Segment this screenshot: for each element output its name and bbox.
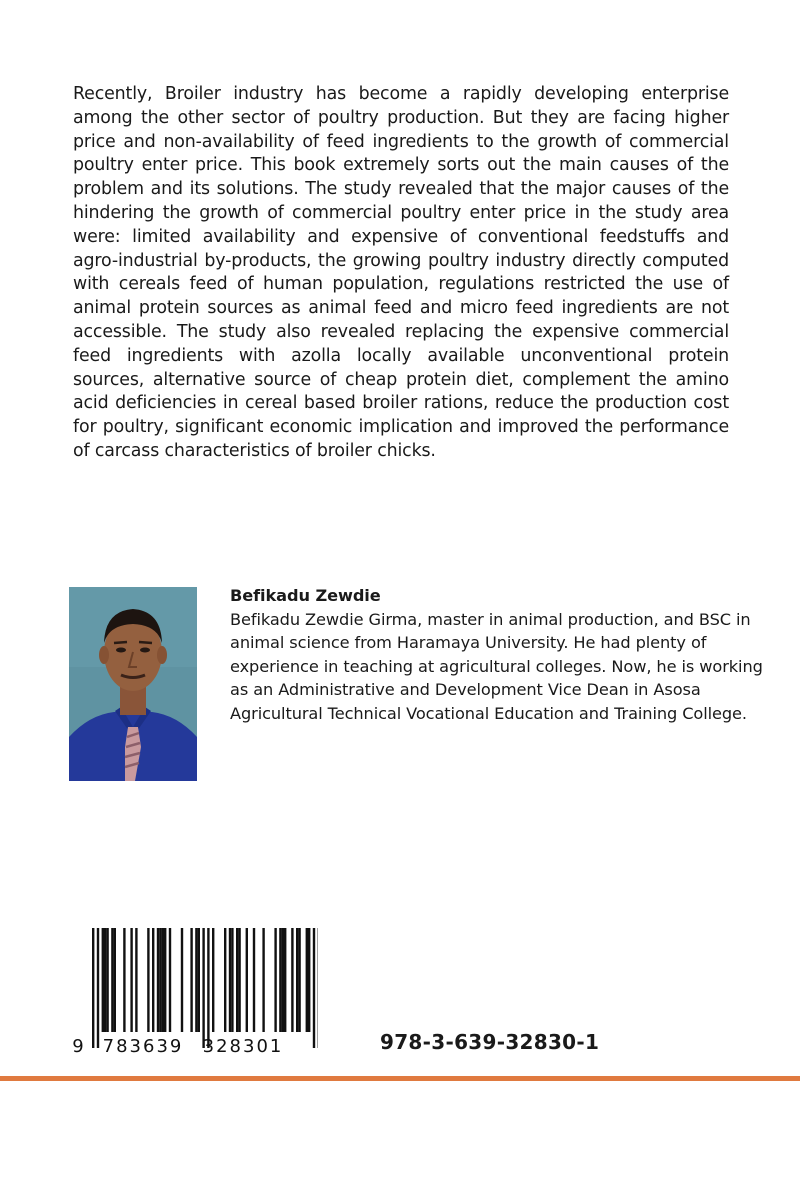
barcode-bar	[212, 928, 214, 1032]
barcode-bar	[279, 928, 281, 1032]
barcode-bar	[102, 928, 104, 1032]
author-name: Befikadu Zewdie	[230, 586, 381, 605]
barcode-bar	[135, 928, 137, 1032]
barcode-bar	[181, 928, 183, 1032]
barcode-right-digits: 328301	[202, 1036, 284, 1056]
barcode-bar	[169, 928, 171, 1032]
barcode-bar	[274, 928, 276, 1032]
barcode-bar	[253, 928, 255, 1032]
barcode-guard-bar	[313, 928, 315, 1048]
barcode-bar	[130, 928, 132, 1032]
barcode-bar	[262, 928, 264, 1032]
barcode-bar	[236, 928, 238, 1032]
author-bio: Befikadu Zewdie Girma, master in animal production, and BSC in animal science from Haramaya University. He had plenty of experience in teaching at agricultural colleges. Now, he is working as an Administrative and Development Vice Dean in Asosa Agricultural Technical Vocational Education and Training College.	[230, 609, 763, 723]
barcode-bar	[238, 928, 240, 1032]
barcode-bar	[198, 928, 200, 1032]
barcode-bar	[114, 928, 116, 1032]
author-section	[230, 584, 770, 725]
barcode-bar	[157, 928, 159, 1032]
barcode-guard-bar	[97, 928, 99, 1048]
author-portrait-icon	[69, 587, 197, 781]
barcode-bar	[147, 928, 149, 1032]
barcode-bar	[152, 928, 154, 1032]
barcode-guard-bar	[92, 928, 94, 1048]
barcode-bar	[296, 928, 298, 1032]
footer-accent-rule	[0, 1076, 800, 1081]
barcode-bar	[282, 928, 284, 1032]
barcode-bar	[246, 928, 248, 1032]
barcode-bar	[164, 928, 166, 1032]
barcode-bar	[229, 928, 231, 1032]
barcode-bar	[298, 928, 300, 1032]
barcode-bar	[190, 928, 192, 1032]
barcode-guard-bar	[202, 928, 204, 1048]
barcode-bar	[195, 928, 197, 1032]
back-cover-blurb: Recently, Broiler industry has become a rapidly developing enterprise among the other sector of poultry production. But they are facing higher price and non-availability of feed ingredients to the growth of commercial poultry enter price. This book extremely sorts out the main causes of the problem and its solutions. The study revealed that the major causes of the hindering the growth of commercial poultry enter price in the study area were: limited availability and expensive of conventional feedstuffs and agro-industrial by-products, the growing poultry industry directly computed with cereals feed of human population, regulations restricted the use of animal protein sources as animal feed and micro feed ingredients are not accessible. The study also revealed replacing the expensive commercial feed ingredients with azolla locally available unconventional protein sources, alternative source of cheap protein diet, complement the amino acid deficiencies in cereal based broiler rations, reduce the production cost for poultry, significant economic implication and improved the performance of carcass characteristics of broiler chicks.	[73, 84, 729, 461]
barcode-bar	[284, 928, 286, 1032]
barcode-bar	[308, 928, 310, 1032]
isbn-barcode	[72, 928, 318, 1056]
barcode-bar	[106, 928, 108, 1032]
barcode-bar	[231, 928, 233, 1032]
barcode-bar	[306, 928, 308, 1032]
barcode-bar	[104, 928, 106, 1032]
barcode-bar	[111, 928, 113, 1032]
barcode-first-digit: 9	[72, 1036, 84, 1056]
barcode-left-digits: 783639	[102, 1036, 184, 1056]
isbn-number: 978-3-639-32830-1	[380, 1030, 600, 1054]
author-photo	[69, 587, 197, 781]
barcode-bar	[291, 928, 293, 1032]
barcode-bar	[123, 928, 125, 1032]
barcode-bar	[162, 928, 164, 1032]
barcode-guard-bar	[207, 928, 209, 1048]
barcode-bar	[224, 928, 226, 1032]
barcode-bar	[159, 928, 161, 1032]
